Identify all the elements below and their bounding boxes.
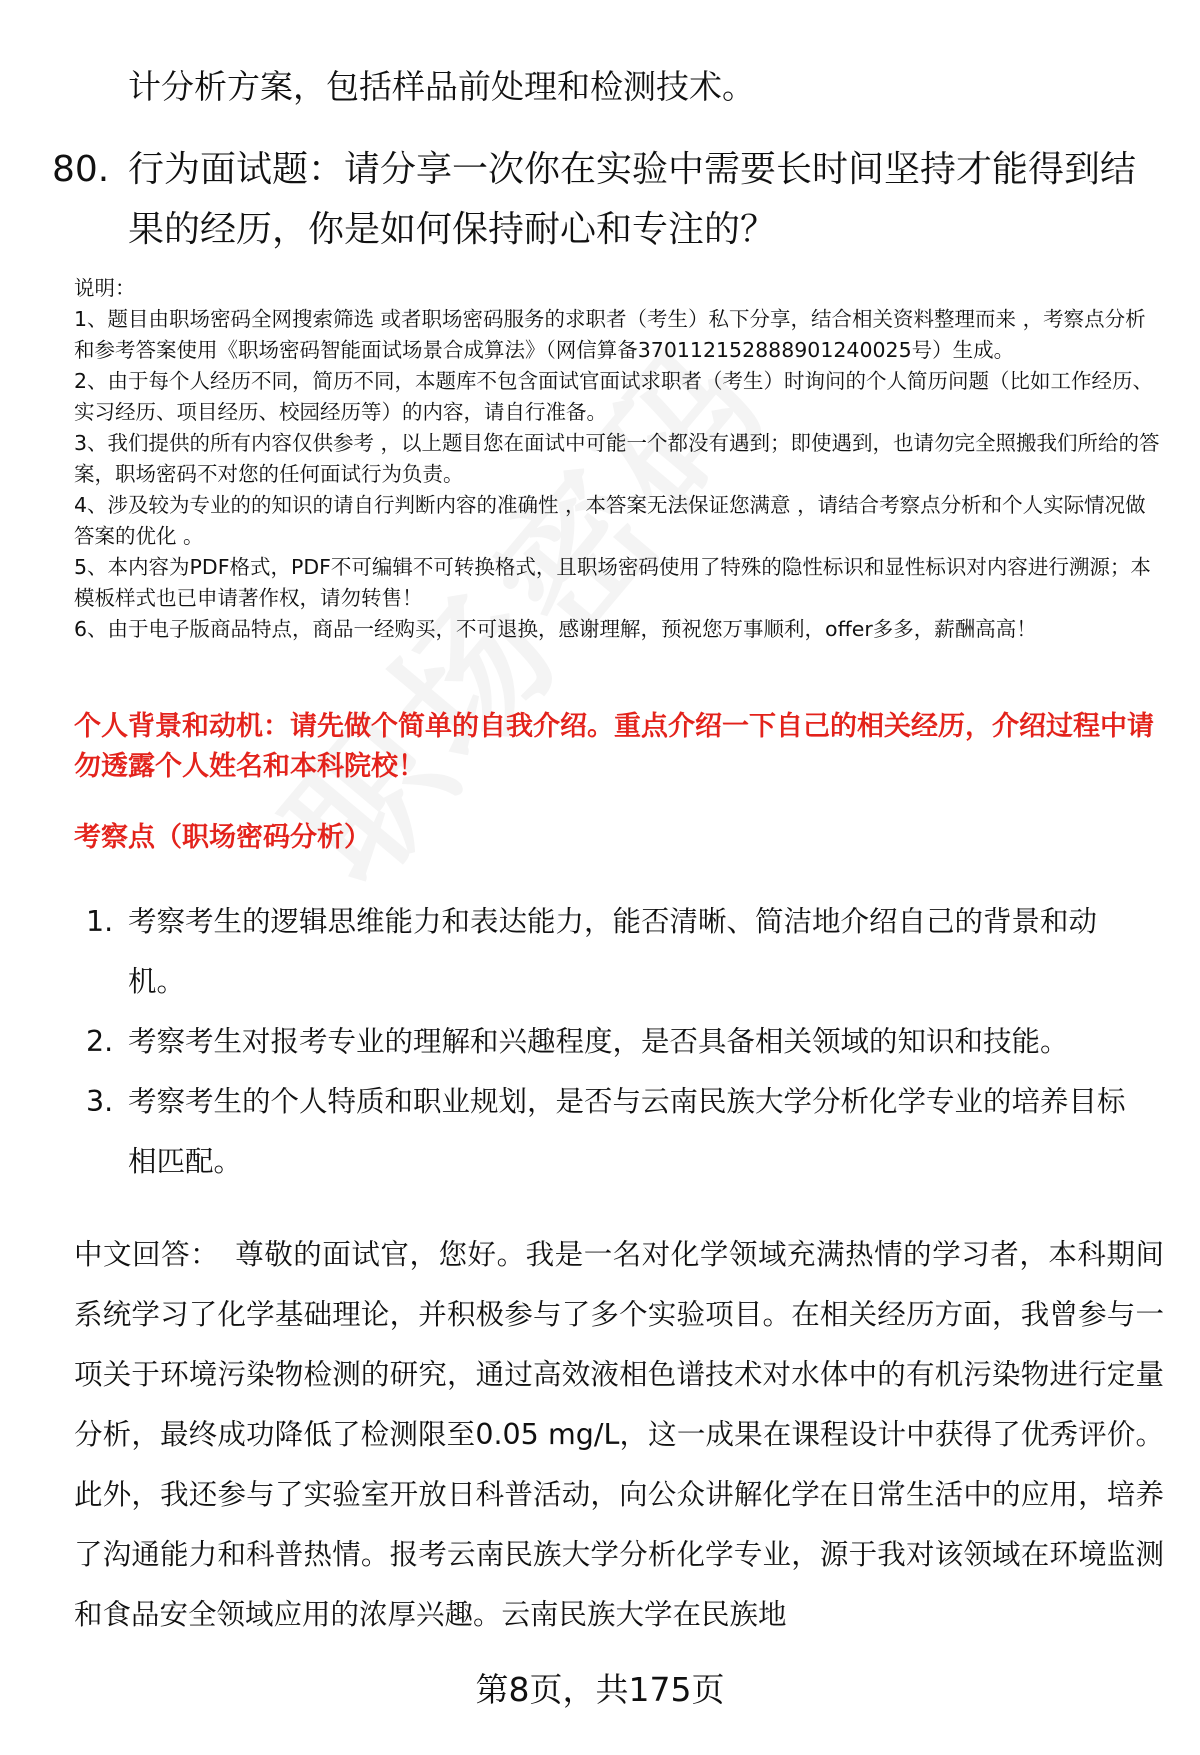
previous-answer-continuation: 计分析方案，包括样品前处理和检测技术。 — [128, 67, 755, 106]
note-item: 2、由于每个人经历不同，简历不同，本题库不包含面试官面试求职者（考生）时询问的个人简历问题（比如工作经历、实习经历、项目经历、校园经历等）的内容，请自行准备。 — [74, 369, 1154, 424]
page-footer: 第8页，共175页 — [475, 1670, 725, 1709]
answer-text: 尊敬的面试官，您好。我是一名对化学领域充满热情的学习者，本科期间系统学习了化学基础理论，并积极参与了多个实验项目。在相关经历方面，我曾参与一项关于环境污染物检测的研究，通过高效液相色谱技术对水体中的有机污染物进行定量分析，最终成功降低了检测限至0.05 mg/L，这一成果在课程设计中获得了优秀评价。此外，我还参与了实验室开放日科普活动，向公众讲解化学在日常生活中的应用，培养了沟通能力和科普热情。报考云南民族大学分析化学专业，源于我对该领域在环境监测和食品安全领域应用的浓厚兴趣。云南民族大学在民族地 — [74, 1238, 1164, 1631]
note-item: 5、本内容为PDF格式，PDF不可编辑不可转换格式，且职场密码使用了特殊的隐性标识和显性标识对内容进行溯源；本模板样式也已申请著作权，请勿转售！ — [74, 555, 1151, 610]
point-text: 考察考生的逻辑思维能力和表达能力，能否清晰、简洁地介绍自己的背景和动机。 — [128, 905, 1098, 998]
answer-label: 中文回答： — [74, 1238, 220, 1271]
analysis-point — [86, 1012, 1162, 1072]
notes-title: 说明： — [74, 276, 136, 300]
analysis-point — [86, 1072, 1162, 1192]
disclaimer-notes — [74, 273, 1164, 645]
question-block — [52, 140, 1162, 260]
note-item: 4、涉及较为专业的的知识的请自行判断内容的准确性 ，本答案无法保证您满意 ，请结合考察点分析和个人实际情况做答案的优化 。 — [74, 493, 1146, 548]
question-text: 行为面试题：请分享一次你在实验中需要长时间坚持才能得到结果的经历，你是如何保持耐心和专注的？ — [128, 149, 1137, 250]
note-item: 1、题目由职场密码全网搜索筛选 或者职场密码服务的求职者（考生）私下分享，结合相关资料整理而来 ，考察点分析和参考答案使用《职场密码智能面试场景合成算法》（网信算备37011215288890124002​5号）生成。 — [74, 307, 1146, 362]
note-item: 3、我们提供的所有内容仅供参考 ，以上题目您在面试中可能一个都没有遇到；即使遇到，也请勿完全照搬我们所给的答案，职场密码不对您的任何面试行为负责。 — [74, 431, 1160, 486]
point-text: 考察考生对报考专业的理解和兴趣程度，是否具备相关领域的知识和技能。 — [128, 1025, 1069, 1058]
question-number: 80. — [52, 149, 110, 190]
analysis-heading: 考察点（职场密码分析） — [74, 822, 371, 853]
analysis-points-list — [86, 892, 1162, 1192]
point-number: 1. — [86, 905, 114, 938]
section-heading: 个人背景和动机：请先做个简单的自我介绍。重点介绍一下自己的相关经历，介绍过程中请勿透露个人姓名和本科院校！ — [74, 711, 1154, 782]
note-item: 6、由于电子版商品特点，商品一经购买，不可退换，感谢理解，预祝您万事顺利，offer多多，薪酬高高！ — [74, 617, 1037, 641]
point-number: 3. — [86, 1085, 114, 1118]
point-text: 考察考生的个人特质和职业规划，是否与云南民族大学分析化学专业的培养目标相匹配。 — [128, 1085, 1126, 1178]
point-number: 2. — [86, 1025, 114, 1058]
analysis-point — [86, 892, 1162, 1012]
answer-paragraph — [74, 1225, 1164, 1645]
